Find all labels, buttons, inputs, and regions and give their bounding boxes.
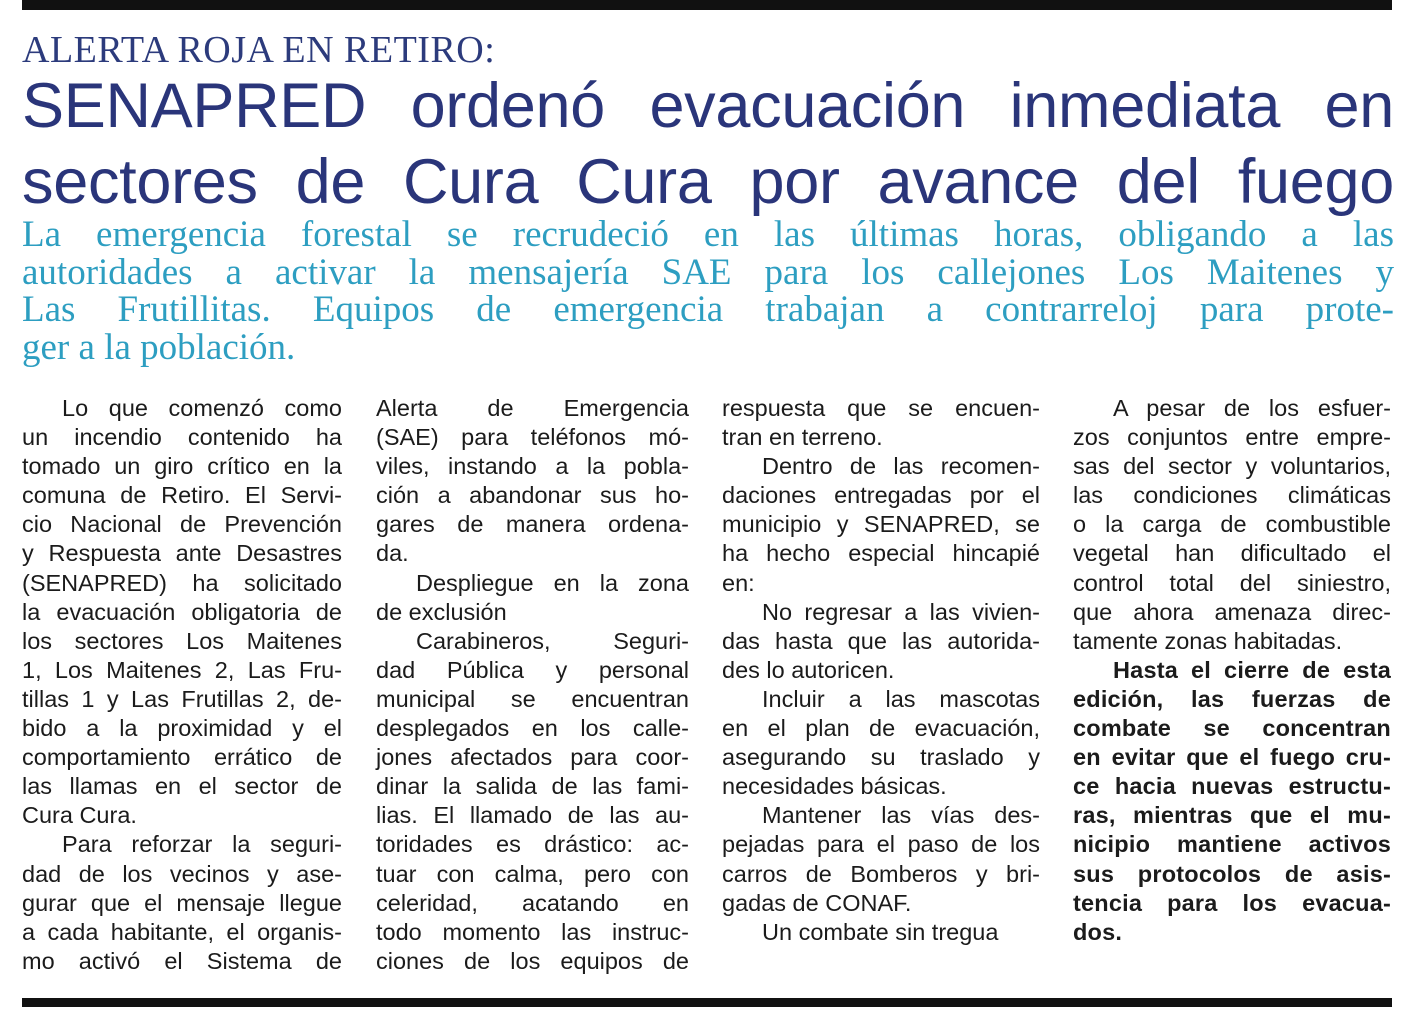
body-line: comuna de Retiro. El Servi- (22, 482, 342, 509)
body-line: la evacuación obligatoria de (22, 598, 342, 625)
bottom-rule (22, 998, 1392, 1007)
body-line: bido a la proximidad y el (22, 715, 342, 742)
article-column-1 (22, 394, 342, 976)
article-column-2 (376, 394, 689, 976)
body-line: necesidades básicas. (722, 773, 947, 800)
body-line: gurar que el mensaje llegue (22, 889, 342, 916)
body-line: tamente zonas habitadas. (1073, 627, 1343, 654)
body-line: gadas de CONAF. (722, 889, 912, 916)
body-line: gares de manera ordena- (376, 511, 689, 538)
bold-line: Hasta el cierre de esta (1113, 656, 1391, 683)
body-line: zos conjuntos entre empre- (1073, 424, 1391, 451)
body-line: las condiciones climáticas (1073, 482, 1391, 509)
body-line: control total del siniestro, (1073, 569, 1391, 596)
body-line: pejadas para el paso de los (722, 831, 1040, 858)
body-line: y Respuesta ante Desastres (22, 540, 342, 567)
body-line: sas del sector y voluntarios, (1073, 453, 1391, 480)
body-line: en: (722, 569, 755, 596)
body-line: jones afectados para coor- (376, 744, 689, 771)
body-line: (SENAPRED) ha solicitado (22, 569, 342, 596)
deck-line: La emergencia forestal se recrudeció en las últimas horas, obligando a las (22, 214, 1394, 255)
subheading-line: Un combate sin tregua (762, 918, 999, 945)
body-line: dad Pública y personal (376, 656, 689, 683)
headline-line: sectores de Cura Cura por avance del fuego (22, 147, 1394, 217)
body-line: todo momento las instruc- (376, 918, 689, 945)
body-line: viles, instando a la pobla- (376, 453, 689, 480)
body-line: en el plan de evacuación, (722, 715, 1040, 742)
kicker: ALERTA ROJA EN RETIRO: (22, 29, 496, 71)
bold-line: nicipio mantiene activos (1073, 831, 1391, 858)
body-line: tomado un giro crítico en la (22, 453, 342, 480)
body-line: Cura Cura. (22, 802, 137, 829)
body-line: comportamiento errático de (22, 744, 342, 771)
body-line: da. (376, 540, 409, 567)
body-line: (SAE) para teléfonos mó- (376, 424, 689, 451)
body-line: Incluir a las mascotas (762, 685, 1040, 712)
body-line: daciones entregadas por el (722, 482, 1040, 509)
body-line: ciones de los equipos de (376, 947, 689, 974)
deck-line: autoridades a activar la mensajería SAE para los callejones Los Maitenes y (22, 251, 1394, 293)
body-line: toridades es drástico: ac- (376, 831, 689, 858)
deck-line: Las Frutillitas. Equipos de emergencia trabajan a contrarreloj para prote- (22, 289, 1394, 330)
body-line: municipal se encuentran (376, 685, 689, 712)
bold-line: tencia para los evacua- (1073, 889, 1391, 916)
body-line: tuar con calma, pero con (376, 860, 689, 887)
body-line: desplegados en los calle- (376, 715, 689, 742)
body-line: o la carga de combustible (1073, 511, 1391, 538)
headline (22, 68, 1394, 220)
body-line: lias. El llamado de las au- (376, 802, 689, 829)
body-line: Alerta de Emergencia (376, 395, 689, 421)
body-line: Mantener las vías des- (762, 802, 1040, 829)
bold-line: edición, las fuerzas de (1073, 685, 1391, 712)
body-line: celeridad, acatando en (376, 889, 689, 916)
body-line: dad de los vecinos y ase- (22, 860, 342, 887)
body-line: asegurando su traslado y (722, 744, 1040, 771)
subheading-line: Despliegue en la zona (416, 569, 689, 596)
body-line: vegetal han dificultado el (1073, 540, 1391, 567)
body-line: Dentro de las recomen- (762, 453, 1040, 480)
top-rule (22, 0, 1392, 10)
article-column-3 (722, 394, 1040, 947)
body-line: A pesar de los esfuer- (1113, 395, 1391, 421)
bold-line: ras, mientras que el mu- (1073, 802, 1391, 829)
body-line: que ahora amenaza direc- (1073, 598, 1391, 625)
body-line: mo activó el Sistema de (22, 947, 342, 974)
body-line: respuesta que se encuen- (722, 395, 1040, 421)
body-line: No regresar a las vivien- (762, 598, 1040, 625)
body-line: Para reforzar la seguri- (62, 831, 342, 858)
subheading-line: de exclusión (376, 598, 507, 625)
article-column-4 (1073, 394, 1391, 947)
deck-subtitle (22, 216, 1394, 366)
bold-line: sus protocolos de asis- (1073, 860, 1391, 887)
body-line: dinar la salida de las fami- (376, 773, 689, 800)
body-line: ha hecho especial hincapié (722, 540, 1040, 567)
body-line: las llamas en el sector de (22, 773, 342, 800)
body-line: tran en terreno. (722, 424, 883, 451)
body-line: municipio y SENAPRED, se (722, 511, 1040, 538)
deck-line: ger a la población. (22, 326, 296, 368)
body-line: carros de Bomberos y bri- (722, 860, 1040, 887)
bold-line: en evitar que el fuego cru- (1073, 744, 1391, 771)
body-line: des lo autoricen. (722, 656, 895, 683)
headline-line: SENAPRED ordenó evacuación inmediata en (22, 71, 1394, 141)
body-line: cio Nacional de Prevención (22, 511, 342, 538)
body-line: a cada habitante, el organis- (22, 918, 342, 945)
body-line: tillas 1 y Las Frutillas 2, de- (22, 685, 342, 712)
bold-line: combate se concentran (1073, 715, 1391, 742)
bold-line: dos. (1073, 918, 1123, 945)
body-line: das hasta que las autorida- (722, 627, 1040, 654)
body-line: un incendio contenido ha (22, 424, 342, 451)
body-line: Lo que comenzó como (62, 395, 342, 421)
body-line: 1, Los Maitenes 2, Las Fru- (22, 656, 342, 683)
body-line: ción a abandonar sus ho- (376, 482, 689, 509)
body-line: Carabineros, Seguri- (416, 627, 689, 654)
body-line: los sectores Los Maitenes (22, 627, 342, 654)
bold-line: ce hacia nuevas estructu- (1073, 773, 1391, 800)
